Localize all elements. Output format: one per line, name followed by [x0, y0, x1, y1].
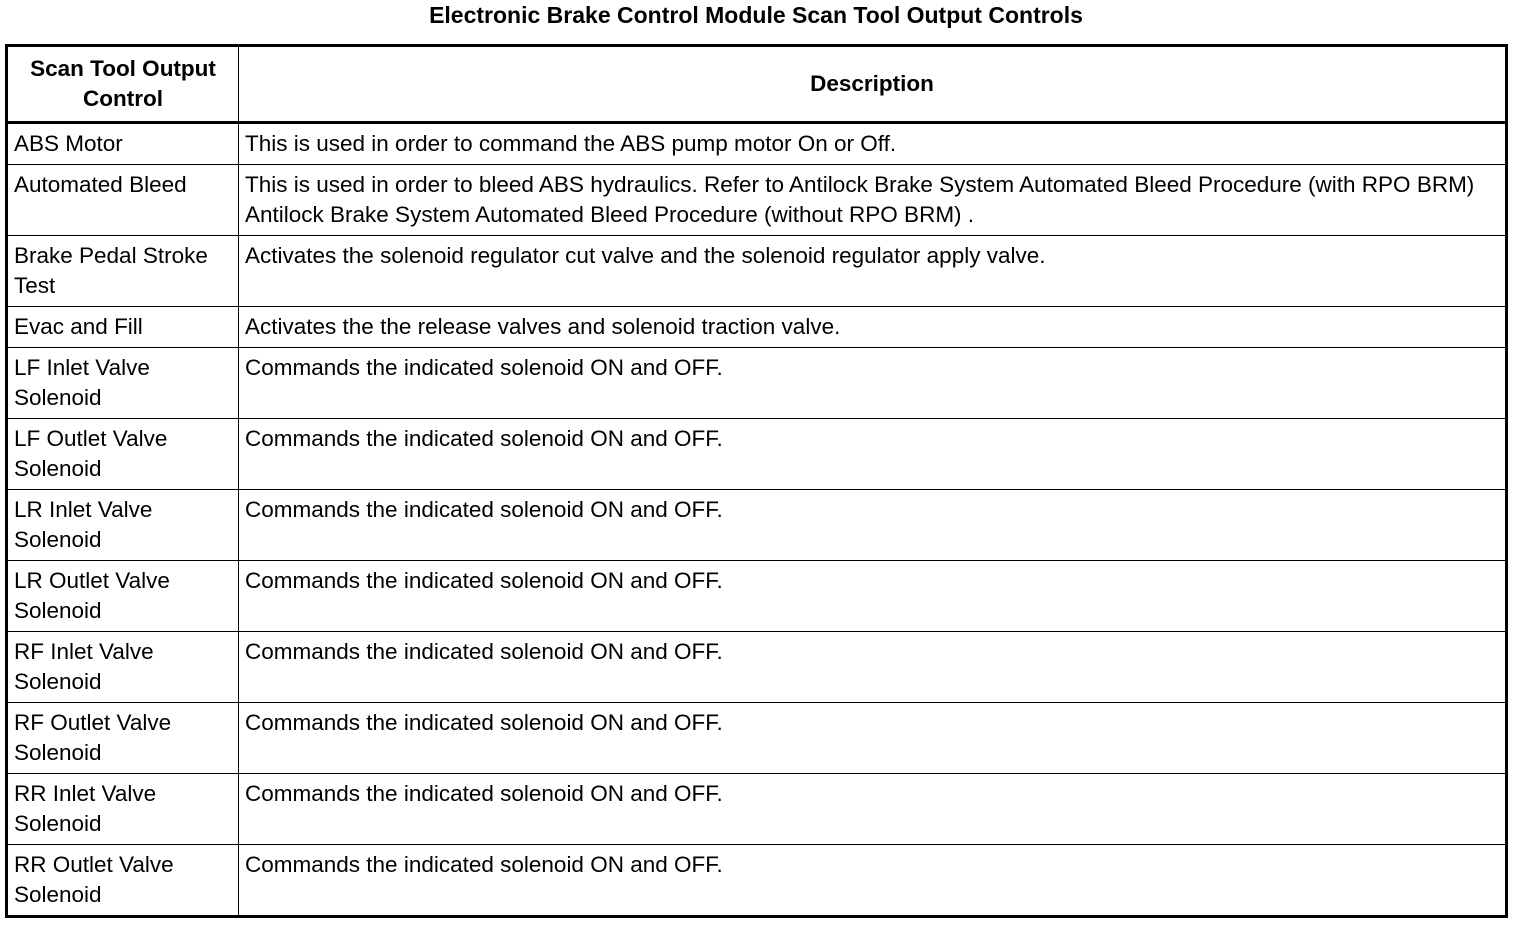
description-cell: This is used in order to command the ABS pump motor On or Off. — [239, 123, 1507, 165]
control-cell: LF Inlet Valve Solenoid — [7, 348, 239, 419]
description-cell: Commands the indicated solenoid ON and OFF. — [239, 845, 1507, 917]
table-row — [7, 307, 1507, 348]
control-cell: LR Inlet Valve Solenoid — [7, 490, 239, 561]
table-row — [7, 236, 1507, 307]
description-cell: Commands the indicated solenoid ON and OFF. — [239, 490, 1507, 561]
header-control: Scan Tool Output Control — [7, 46, 239, 123]
control-cell: ABS Motor — [7, 123, 239, 165]
control-cell: RR Inlet Valve Solenoid — [7, 774, 239, 845]
table-row — [7, 703, 1507, 774]
table-row — [7, 632, 1507, 703]
description-cell: This is used in order to bleed ABS hydraulics. Refer to Antilock Brake System Automated Bleed Procedure (with RPO BRM) Antilock Brake System Automated Bleed Procedure (without RPO BRM) . — [239, 165, 1507, 236]
table-row — [7, 348, 1507, 419]
table-row — [7, 774, 1507, 845]
table-row — [7, 165, 1507, 236]
control-cell: LR Outlet Valve Solenoid — [7, 561, 239, 632]
control-cell: RF Inlet Valve Solenoid — [7, 632, 239, 703]
table-row — [7, 419, 1507, 490]
description-cell: Commands the indicated solenoid ON and OFF. — [239, 561, 1507, 632]
table-row — [7, 123, 1507, 165]
description-cell: Commands the indicated solenoid ON and OFF. — [239, 348, 1507, 419]
description-cell: Commands the indicated solenoid ON and OFF. — [239, 774, 1507, 845]
header-description: Description — [239, 46, 1507, 123]
control-cell: RF Outlet Valve Solenoid — [7, 703, 239, 774]
description-cell: Commands the indicated solenoid ON and OFF. — [239, 632, 1507, 703]
description-cell: Commands the indicated solenoid ON and OFF. — [239, 703, 1507, 774]
table-row — [7, 561, 1507, 632]
table-header-row — [7, 46, 1507, 123]
control-cell: RR Outlet Valve Solenoid — [7, 845, 239, 917]
document-title: Electronic Brake Control Module Scan Tool Output Controls — [429, 2, 1083, 28]
description-cell: Commands the indicated solenoid ON and OFF. — [239, 419, 1507, 490]
table-row — [7, 845, 1507, 917]
description-cell: Activates the the release valves and solenoid traction valve. — [239, 307, 1507, 348]
description-cell: Activates the solenoid regulator cut valve and the solenoid regulator apply valve. — [239, 236, 1507, 307]
control-cell: Evac and Fill — [7, 307, 239, 348]
output-controls-table — [5, 44, 1508, 918]
control-cell: Automated Bleed — [7, 165, 239, 236]
control-cell: Brake Pedal Stroke Test — [7, 236, 239, 307]
table-row — [7, 490, 1507, 561]
control-cell: LF Outlet Valve Solenoid — [7, 419, 239, 490]
